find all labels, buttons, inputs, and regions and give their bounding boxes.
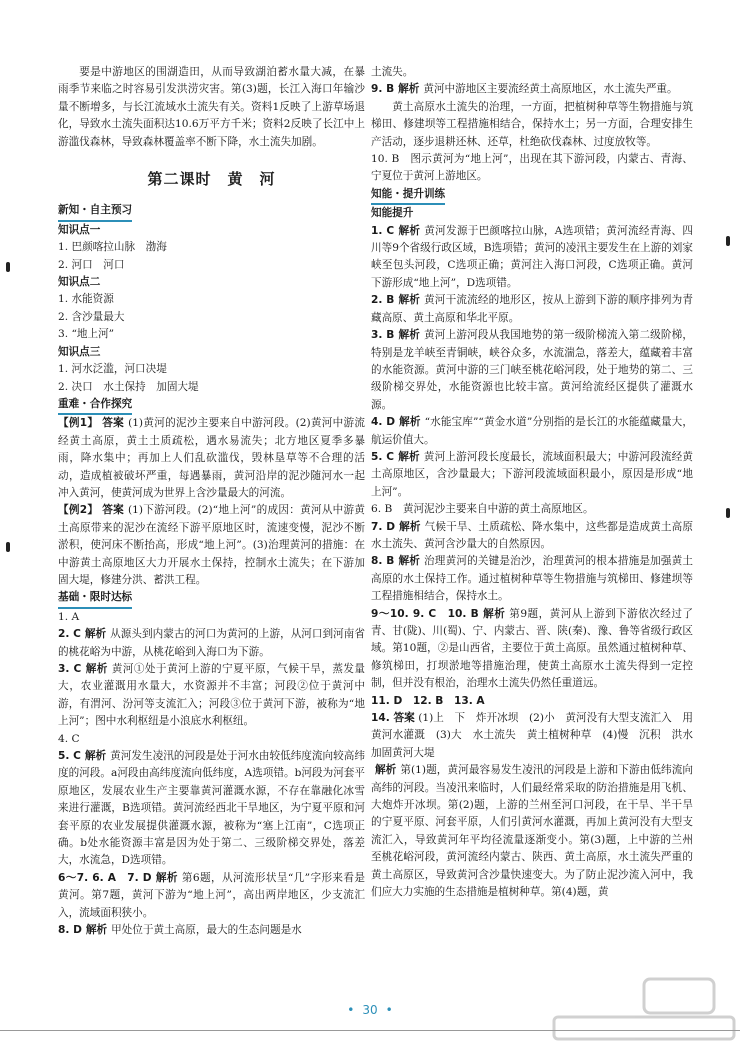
q5-head: 5. C xyxy=(58,750,81,763)
example-1-tag: 【例1】 xyxy=(58,417,99,430)
answer-r3 xyxy=(371,327,693,414)
knowledge-point-2-heading: 知识点二 xyxy=(58,276,101,289)
answer-r2 xyxy=(371,292,693,327)
jiexi-label: 解析 xyxy=(399,520,421,533)
bottom-rule xyxy=(0,1030,740,1031)
answer-q9 xyxy=(371,81,693,98)
kp3-item: 2. 决口 水土保持 加固大堤 xyxy=(58,380,199,393)
answer-r4 xyxy=(371,414,693,449)
q2-head: 2. C xyxy=(58,628,81,641)
r910-head: 9～10. 9. C 10. B xyxy=(371,607,479,620)
knowledge-point-3-heading: 知识点三 xyxy=(58,345,101,358)
q3-head: 3. C xyxy=(58,663,82,675)
answer-r9-10 xyxy=(371,606,693,693)
answer-r14 xyxy=(371,710,704,762)
margin-mark xyxy=(726,508,730,518)
r7-head: 7. D xyxy=(371,520,396,533)
r1-head: 1. C xyxy=(371,224,395,237)
r2-text: 黄河干流流经的地形区，按从上游到下游的顺序排列为青藏高原、黄土高原和华北平原。 xyxy=(371,294,693,324)
jiexi-label: 解析 xyxy=(84,628,107,641)
answer-q5 xyxy=(58,748,365,870)
r3-head: 3. B xyxy=(371,329,395,342)
section-advance-label: 知能・提升训练 xyxy=(371,186,445,205)
r2-head: 2. B xyxy=(371,294,395,307)
answer-q4: 4. C xyxy=(58,732,80,745)
example-1 xyxy=(58,415,365,502)
section-basic-heading xyxy=(58,589,365,608)
right-column xyxy=(371,64,704,902)
jiexi-label: 解析 xyxy=(85,924,108,937)
margin-mark xyxy=(6,542,10,552)
q5-text: 黄河发生凌汛的河段是处于河水由较低纬度流向较高纬度的河段。a河段由高纬度流向低纬度，A选项错。b河段为河套平原地区，发展农业生产主要靠黄河灌溉水源，不存在靠融化冰雪来进行灌溉，B选项错。黄河流经西北干旱地区，为宁夏平原和河套平原的农业发展提供灌溉水源，被称为“塞上江南”，C选项正确。b处水能资源丰富是因为处于第二、三级阶梯交界处，落差大，水流急，D选项错。 xyxy=(58,750,366,867)
section-preview-heading xyxy=(58,202,365,221)
r4-text: “水能宝库”“黄金水道”分别指的是长江的水能蕴藏量大，航运价值大。 xyxy=(371,416,693,446)
r14-text: (1)上 下 炸开冰坝 (2)小 黄河没有大型支流汇入 用黄河水灌溉 (3)大 水土流失 黄土植树种草 (4)慢 沉积 洪水 加固黄河大堤 xyxy=(371,712,704,759)
continuation-text: 土流失。 xyxy=(371,66,414,78)
jiexi-label: 解析 xyxy=(398,450,420,463)
page-number-value: 30 xyxy=(362,1003,378,1017)
section-basic-label: 基础・限时达标 xyxy=(58,589,132,608)
advance-subheading: 知能提升 xyxy=(371,207,414,220)
q9-head: 9. B xyxy=(371,83,395,96)
margin-mark xyxy=(726,236,730,246)
r7-text: 气候干旱、土质疏松、降水集中，这些都是造成黄土高原水土流失、黄河含沙量大的自然原因。 xyxy=(371,520,693,550)
answer-q10: 10. B 图示黄河为“地上河”，出现在其下游河段，内蒙古、青海、宁夏位于黄河上游地区。 xyxy=(371,153,693,183)
r8-head: 8. B xyxy=(371,555,395,568)
kp1-item: 1. 巴颜喀拉山脉 渤海 xyxy=(58,241,167,254)
margin-mark xyxy=(6,262,10,272)
answer-r1 xyxy=(371,223,693,293)
example-2-text: (1)下游河段。(2)“地上河”的成因：黄河从中游黄土高原带来的泥沙在流经下游平原地区时，流速变慢，泥沙不断淤积，使河床不断抬高，形成“地上河”。(3)治理黄河的措施：在中游黄土高原地区大力开展水土保持，控制水土流失；在下游加固大堤，修建分洪、蓄洪工程。 xyxy=(58,504,366,586)
answer-q1: 1. A xyxy=(58,610,80,623)
answer-r14-analysis xyxy=(371,762,693,901)
jiexi-label: 解析 xyxy=(398,83,420,96)
answer-q8 xyxy=(58,922,365,939)
r14-analysis-text: 第(1)题，黄河最容易发生凌汛的河段是上游和下游由低纬流向高纬的河段。当凌汛来临时，人们最经常采取的防治措施是用飞机、大炮炸开冰坝。第(2)题，上游的兰州至河口河段，在干旱、半干旱的宁夏平原、河套平原，人们引黄河水灌溉，再加上黄河没有大型支流汇入，导致黄河年平均径流量逐渐变小。第(3)题，上中游的兰州至桃花峪河段，黄河流经内蒙古、陕西、黄土高原，水土流失严重的黄土高原区，导致黄河含沙量快速变大。为了防止泥沙流入河中，我们应大力实施的生态措施是植树种草。第(4)题，黄 xyxy=(371,764,693,899)
intro-paragraph: 要是中游地区的围湖造田，从而导致湖泊蓄水量大减，在暴雨季节来临之时容易引发洪涝灾害。第(3)题，长江入海口年输沙量不断增多，与长江流域水土流失有关。资料1反映了上游草场退化，导致水土流失面积达10.6万平方千米；资料2反映了长江中上游滥伐森林，导致森林覆盖率不断下降，水土流失加剧。 xyxy=(58,66,365,148)
jiexi-label: 解析 xyxy=(155,871,178,884)
r14-jiexi-label: 解析 xyxy=(375,764,397,777)
r3-text: 黄河上游河段从我国地势的第一级阶梯流入第二级阶梯，特别是龙羊峡至青铜峡，峡谷众多，水流湍急，落差大，蕴藏着丰富的水能资源。黄河中游的三门峡至桃花峪河段，处于地势的第二、三级阶梯交界处，水能资源也比较丰富。黄河给流经区提供了灌溉水源。 xyxy=(371,329,693,411)
jiexi-label: 解析 xyxy=(398,329,421,342)
q67-head: 6～7. 6. A 7. D xyxy=(58,871,152,884)
r14-head: 14. 答案 xyxy=(371,712,415,725)
section-preview-label: 新知・自主预习 xyxy=(58,202,132,221)
lesson-title: 第二课时 黄 河 xyxy=(147,170,276,189)
jiexi-label: 解析 xyxy=(399,416,421,429)
section-explore-heading xyxy=(58,396,365,415)
answer-r11-13: 11. D 12. B 13. A xyxy=(371,694,485,707)
answer-r6: 6. B 黄河泥沙主要来自中游的黄土高原地区。 xyxy=(371,503,594,516)
section-advance-heading xyxy=(371,186,693,205)
q9-text: 黄河中游地区主要流经黄土高原地区，水土流失严重。 xyxy=(423,83,678,96)
q8-head: 8. D xyxy=(58,924,82,937)
kp2-item: 3. “地上河” xyxy=(58,328,115,341)
jiexi-label: 解析 xyxy=(398,294,421,307)
kp2-item: 1. 水能资源 xyxy=(58,293,114,306)
answer-r7 xyxy=(371,519,693,554)
jiexi-label: 解析 xyxy=(85,663,108,675)
example-1-answer-label: 答案 xyxy=(102,417,125,430)
kp3-item: 1. 河水泛滥，河口决堤 xyxy=(58,363,167,376)
r8-text: 治理黄河的关键是治沙，治理黄河的根本措施是加强黄土高原的水土保持工作。通过植树种草等生物措施与筑梯田、修建坝等工程措施相结合，保持水土。 xyxy=(371,555,693,603)
example-2-answer-label: 答案 xyxy=(102,504,124,517)
r4-head: 4. D xyxy=(371,416,396,429)
example-1-text: (1)黄河的泥沙主要来自中游河段。(2)黄河中游流经黄土高原，黄土土质疏松，遇水易流失；北方地区夏季多暴雨，降水集中；再加上人们乱砍滥伐，毁林垦草等不合理的活动，造成植被破坏严重，每遇暴雨，黄河沿岸的泥沙随河水一起冲入黄河，使黄河成为世界上含沙量最大的河流。 xyxy=(58,417,366,499)
page-dot-right: • xyxy=(385,1003,393,1017)
answer-r8 xyxy=(371,553,693,605)
q67-text: 第6题，从河流形状呈“几”字形来看是黄河。第7题，黄河下游为“地上河”，高出两岸地区，少支流汇入，流域面积狭小。 xyxy=(58,871,365,919)
left-column xyxy=(58,64,365,940)
section-explore-label: 重难・合作探究 xyxy=(58,396,132,415)
q8-text: 甲处位于黄土高原，最大的生态问题是水 xyxy=(111,924,302,937)
answer-q3 xyxy=(58,661,365,731)
q3-text: 黄河①处于黄河上游的宁夏平原，气候干旱，蒸发量大，农业灌溉用水量大，水资源并不丰富；河段②位于黄河中游，有渭河、汾河等支流汇入；河段③位于黄河下游，被称为“地上河”；图中水利枢纽是小浪底水利枢纽。 xyxy=(58,663,366,728)
answer-q2 xyxy=(58,626,365,661)
jiexi-label: 解析 xyxy=(482,607,506,620)
answer-r5 xyxy=(371,449,693,501)
r5-text: 黄河上游河段长度最长，流域面积最大；中游河段流经黄土高原地区，含沙量最大；下游河段流域面积最小，原因是形成“地上河”。 xyxy=(371,450,694,498)
r1-text: 黄河发源于巴颜喀拉山脉，A选项错；黄河流经青海、四川等9个省级行政区域，B选项错；黄河的凌汛主要发生在上游的刘家峡至包头河段，C选项正确；黄河注入海口河段，C选项正确。黄河下游形成“地上河”，D选项错。 xyxy=(371,224,694,289)
page-dot-left: • xyxy=(347,1003,355,1017)
jiexi-label: 解析 xyxy=(398,224,421,237)
example-2-tag: 【例2】 xyxy=(58,504,99,517)
kp1-item: 2. 河口 河口 xyxy=(58,258,125,271)
r910-text: 第9题，黄河从上游到下游依次经过了青、甘(陇)、川(蜀)、宁、内蒙古、晋、陕(秦)、豫、鲁等省级行政区域。第10题，②是山西省，主要位于黄土高原。虽然通过植树种草、修筑梯田，打坝淤地等措施治理，使黄土高原水土流失得到一定控制，但并没有根治，治理水土流失仍然任重道远。 xyxy=(371,607,694,690)
watermark-logo xyxy=(540,975,740,1041)
q2-text: 从源头到内蒙古的河口为黄河的上游，从河口到河南省的桃花峪为中游，从桃花峪到入海口为下游。 xyxy=(58,628,366,658)
jiexi-label: 解析 xyxy=(398,555,421,568)
jiexi-label: 解析 xyxy=(84,750,107,763)
knowledge-point-1-heading: 知识点一 xyxy=(58,223,101,236)
answer-q6-7 xyxy=(58,870,365,922)
kp2-item: 2. 含沙量最大 xyxy=(58,310,125,323)
q9-text-2: 黄土高原水土流失的治理，一方面，把植树种草等生物措施与筑梯田、修建坝等工程措施相结合，保持水土；另一方面，合理安排生产活动，逐步退耕还林、还草，杜绝砍伐森林、过度放牧等。 xyxy=(371,100,693,148)
example-2 xyxy=(58,502,365,589)
r5-head: 5. C xyxy=(371,450,395,463)
